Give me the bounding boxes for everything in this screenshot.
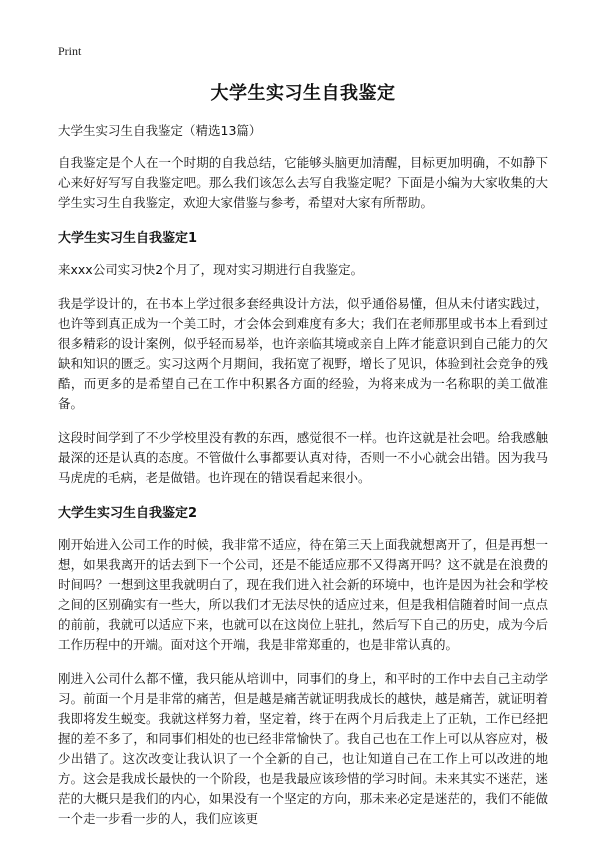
intro-paragraph: 自我鉴定是个人在一个时期的自我总结，它能够头脑更加清醒，目标更加明确，不如静下心来好好写写自我鉴定吧。那么我们该怎么去写自我鉴定呢？下面是小编为大家收集的大学生实习生自我鉴定，欢迎大家借鉴与参考，希望对大家有所帮助。 <box>58 155 548 210</box>
section-heading-1: 大学生实习生自我鉴定1 <box>58 231 198 246</box>
document-subtitle: 大学生实习生自我鉴定（精选13篇） <box>58 123 262 138</box>
section-2-paragraph-2: 刚进入公司什么都不懂，我只能从培训中，同事们的身上，和平时的工作中去自己主动学习。前面一个月是非常的痛苦，但是越是痛苦就证明我成长的越快，越是痛苦，就证明着我即将发生蜕变。我就这样努力着，坚定着，终于在两个月后我走上了正轨，工作已经把握的差不多了，和同事们相处的也已经非常愉快了。我自己也在工作上可以从容应对，极少出错了。这次改变让我认识了一个全新的自己，也让知道自己在工作上可以改进的地方。这会是我成长最快的一个阶段，也是我最应该珍惜的学习时间。未来其实不迷茫，迷茫的大概只是我们的内心，如果没有一个坚定的方向，那未来必定是迷茫的，我们不能做一个走一步看一步的人，我们应该更 <box>58 671 548 826</box>
section-1-paragraph-1: 来xxx公司实习快2个月了，现对实习期进行自我鉴定。 <box>58 262 364 277</box>
section-heading-2: 大学生实习生自我鉴定2 <box>58 506 198 521</box>
print-link[interactable]: Print <box>58 44 82 58</box>
section-1-paragraph-2: 我是学设计的，在书本上学过很多套经典设计方法，似乎通俗易懂，但从未付诸实践过，也许等到真正成为一个美工时，才会体会到难度有多大；我们在老师那里或书本上看到过很多精彩的设计案例，似乎轻而易举，也许亲临其境或亲自上阵才能意识到自己能力的欠缺和知识的匮乏。实习这两个月期间，我拓宽了视野，增长了见识，体验到社会竞争的残酷，而更多的是希望自己在工作中积累各方面的经验，为将来成为一名称职的美工做准备。 <box>58 296 548 411</box>
page-title: 大学生实习生自我鉴定 <box>210 83 396 104</box>
document-page <box>58 44 548 843</box>
section-2-paragraph-1: 刚开始进入公司工作的时候，我非常不适应，待在第三天上面我就想离开了，但是再想一想，如果我离开的话去到下一个公司，还是不能适应那不又得离开吗？这不就是在浪费的时间吗？一想到这里我就明白了，现在我们进入社会新的环境中，也许是因为社会和学校之间的区别确实有一些大，所以我们才无法尽快的适应过来，但是我相信随着时间一点点的前前，我就可以适应下来，也就可以在这岗位上驻扎，然后写下自己的历史，成为今后工作历程中的开端。面对这个开端，我是非常郑重的，也是非常认真的。 <box>58 537 548 652</box>
section-1-paragraph-3: 这段时间学到了不少学校里没有教的东西，感觉很不一样。也许这就是社会吧。给我感触最深的还是认真的态度。不管做什么事都要认真对待，否则一不小心就会出错。因为我马马虎虎的毛病，老是做错。也许现在的错误看起来很小。 <box>58 430 548 485</box>
